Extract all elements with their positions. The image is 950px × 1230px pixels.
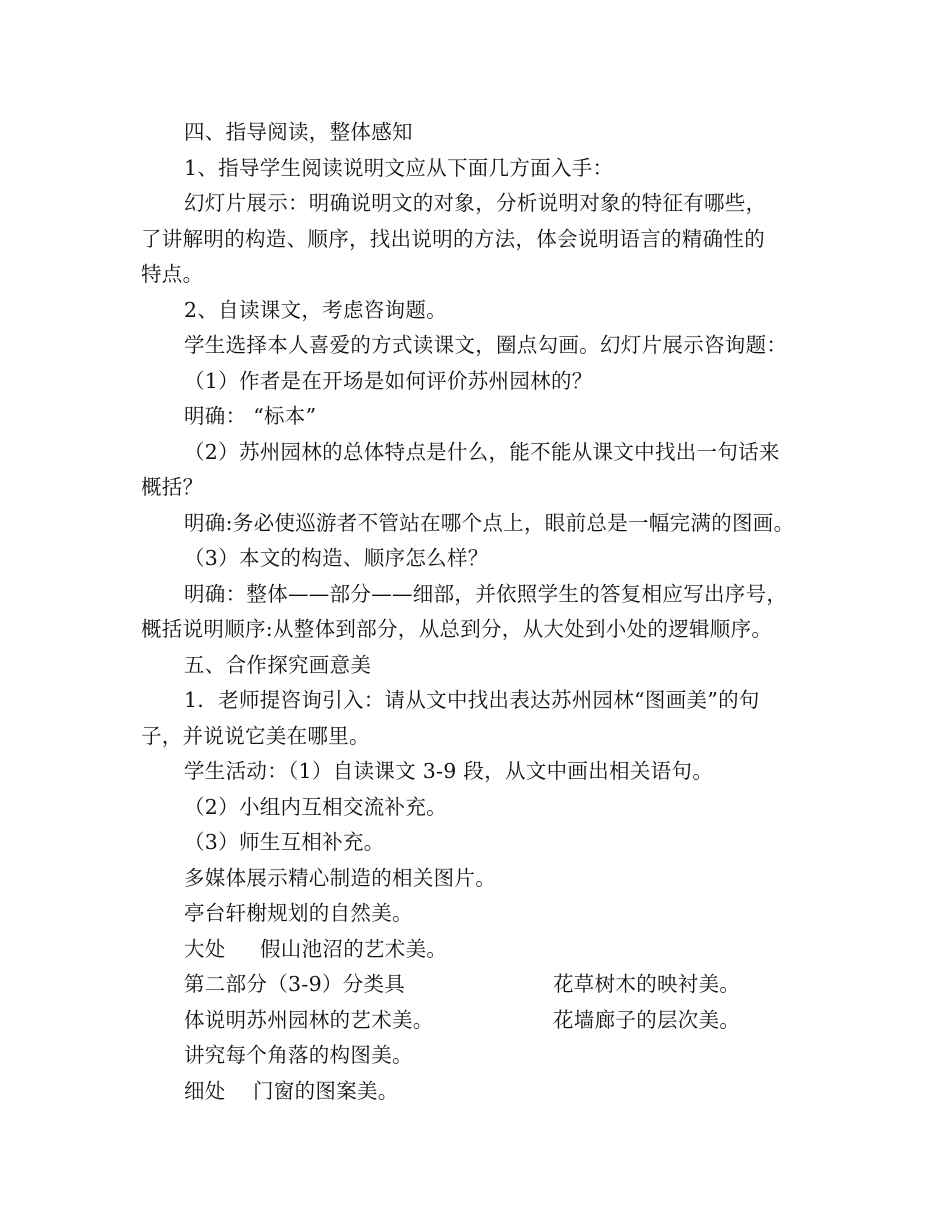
section-heading-4: 四、指导阅读，整体感知 — [184, 120, 413, 144]
outline-item: 讲究每个角落的构图美。 — [184, 1043, 413, 1067]
question-line: （1）作者是在开场是如何评价苏州园林的？ — [184, 369, 593, 393]
paragraph-line: 1、指导学生阅读说明文应从下面几方面入手： — [184, 156, 614, 180]
outline-label: 体说明苏州园林的艺术美。 — [184, 1008, 434, 1032]
question-line: （3）本文的构造、顺序怎么样？ — [184, 546, 489, 570]
answer-line: 明确：整体——部分——细部，并依照学生的答复相应写出序号， — [184, 582, 788, 606]
outline-label: 第二部分（3-9）分类具 — [184, 972, 406, 996]
paragraph-line: 2、自读课文，考虑咨询题。 — [184, 298, 447, 322]
paragraph-line: 学生选择本人喜爱的方式读课文，圈点勾画。幻灯片展示咨询题： — [184, 333, 788, 357]
question-line: （2）苏州园林的总体特点是什么，能不能从课文中找出一句话来 — [184, 440, 780, 464]
paragraph-line: （3）师生互相补充。 — [184, 830, 385, 854]
paragraph-line: 子，并说说它美在哪里。 — [141, 724, 370, 748]
paragraph-line: 多媒体展示精心制造的相关图片。 — [184, 866, 496, 890]
outline-item: 亭台轩榭规划的自然美。 — [184, 901, 413, 925]
section-heading-5: 五、合作探究画意美 — [184, 653, 372, 677]
outline-item: 花墙廊子的层次美。 — [553, 1008, 741, 1032]
paragraph-line: 1．老师提咨询引入：请从文中找出表达苏州园林“图画美”的句 — [184, 688, 760, 712]
paragraph-line: 特点。 — [141, 262, 204, 286]
paragraph-line: （2）小组内互相交流补充。 — [184, 795, 447, 819]
answer-line: 明确:务必使巡游者不管站在哪个点上，眼前总是一幅完满的图画。 — [184, 511, 795, 535]
outline-label: 大处 — [184, 937, 226, 961]
outline-label: 细处 — [184, 1079, 226, 1103]
outline-item: 门窗的图案美。 — [253, 1079, 399, 1103]
outline-item: 花草树木的映衬美。 — [553, 972, 741, 996]
paragraph-line: 概括说明顺序:从整体到部分，从总到分，从大处到小处的逻辑顺序。 — [141, 617, 773, 641]
paragraph-line: 学生活动：（1）自读课文 3-9 段，从文中画出相关语句。 — [184, 759, 714, 783]
paragraph-line: 幻灯片展示：明确说明文的对象，分析说明对象的特征有哪些， — [184, 191, 767, 215]
answer-line: 明确： “标本” — [184, 404, 317, 428]
paragraph-line: 概括？ — [141, 475, 204, 499]
paragraph-line: 了讲解明的构造、顺序，找出说明的方法，体会说明语言的精确性的 — [141, 227, 765, 251]
outline-item: 假山池沼的艺术美。 — [260, 937, 448, 961]
